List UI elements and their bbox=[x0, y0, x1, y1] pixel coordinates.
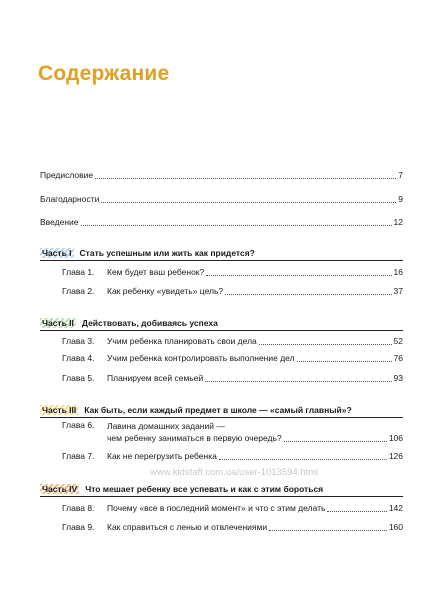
chapter-page: 93 bbox=[393, 373, 403, 383]
chapter-title: Учим ребенка планировать свои дела bbox=[107, 336, 257, 346]
chapter-page: 126 bbox=[388, 451, 403, 461]
part-label: Часть II bbox=[42, 318, 74, 328]
chapter-page: 76 bbox=[393, 353, 403, 363]
dot-leader bbox=[81, 225, 392, 226]
toc-chapter-3[interactable] bbox=[62, 333, 403, 347]
chapter-page: 142 bbox=[388, 503, 403, 513]
chapter-title: Учим ребенка контролировать выполнение дел bbox=[107, 353, 295, 363]
part-label: Часть III bbox=[42, 405, 77, 415]
part-label: Часть I bbox=[42, 248, 72, 258]
dot-leader bbox=[225, 294, 391, 295]
toc-entry-introduction[interactable] bbox=[40, 214, 403, 228]
part-title: Действовать, добиваясь успеха bbox=[81, 318, 218, 328]
chapter-page: 37 bbox=[393, 286, 403, 296]
dot-leader bbox=[205, 381, 391, 382]
dot-leader bbox=[259, 344, 392, 345]
watermark: www.kidstaff.com.ua/user-1013594.html bbox=[150, 467, 319, 478]
dot-leader bbox=[284, 441, 387, 442]
dot-leader bbox=[206, 275, 391, 276]
toc-entry-page: 12 bbox=[393, 217, 403, 227]
part-heading-4[interactable] bbox=[40, 480, 403, 497]
dot-leader bbox=[269, 530, 387, 531]
dot-leader bbox=[101, 202, 396, 203]
part-title: Стать успешным или жить как придется? bbox=[79, 248, 255, 258]
toc-entry-preface[interactable] bbox=[40, 167, 403, 181]
chapter-page: 106 bbox=[388, 433, 403, 443]
part-title: Что мешает ребенку все успевать и как с этим бороться bbox=[85, 484, 324, 494]
chapter-title-line1: Лавина домашних заданий — bbox=[107, 421, 225, 431]
chapter-title: Как справиться с ленью и отвлечениями bbox=[107, 522, 268, 532]
chapter-title: Как ребенку «увидеть» цель? bbox=[107, 286, 224, 296]
part-heading-1[interactable] bbox=[40, 244, 403, 261]
toc-chapter-9[interactable] bbox=[62, 519, 403, 533]
chapter-label: Глава 6. bbox=[62, 420, 95, 430]
chapter-label: Глава 5. bbox=[62, 373, 95, 383]
toc-chapter-5[interactable] bbox=[62, 370, 403, 384]
toc-chapter-6[interactable] bbox=[62, 418, 403, 444]
chapter-page: 52 bbox=[393, 336, 403, 346]
toc-chapter-8[interactable] bbox=[62, 500, 403, 514]
chapter-label: Глава 3. bbox=[62, 336, 95, 346]
chapter-label: Глава 8. bbox=[62, 503, 95, 513]
toc-entry-label: Введение bbox=[40, 217, 79, 227]
part-label: Часть IV bbox=[42, 484, 78, 494]
toc-entry-page: 7 bbox=[398, 170, 403, 180]
toc-chapter-1[interactable] bbox=[62, 264, 403, 278]
part-heading-3[interactable] bbox=[40, 401, 403, 418]
chapter-label: Глава 2. bbox=[62, 286, 95, 296]
toc-entry-acknowledgements[interactable] bbox=[40, 191, 403, 205]
chapter-title-line2: чем ребенку заниматься в первую очередь? bbox=[107, 433, 282, 443]
chapter-label: Глава 7. bbox=[62, 451, 95, 461]
chapter-label: Глава 1. bbox=[62, 267, 95, 277]
chapter-title: Планируем всей семьей bbox=[107, 373, 204, 383]
dot-leader bbox=[95, 178, 396, 179]
toc-entry-label: Предисловие bbox=[40, 170, 94, 180]
chapter-page: 160 bbox=[388, 522, 403, 532]
chapter-label: Глава 9. bbox=[62, 522, 95, 532]
dot-leader bbox=[297, 361, 392, 362]
chapter-title: Как не перегрузить ребенка bbox=[107, 451, 217, 461]
chapter-title: Кем будет ваш ребенок? bbox=[107, 267, 205, 277]
chapter-page: 16 bbox=[393, 267, 403, 277]
dot-leader bbox=[327, 511, 386, 512]
chapter-title: Почему «все в последний момент» и что с этим делать bbox=[107, 503, 326, 513]
toc-chapter-4[interactable] bbox=[62, 350, 403, 364]
part-title: Как быть, если каждый предмет в школе — «самый главный»? bbox=[84, 405, 352, 415]
chapter-label: Глава 4. bbox=[62, 353, 95, 363]
toc-entry-label: Благодарности bbox=[40, 194, 100, 204]
toc-entry-page: 9 bbox=[398, 194, 403, 204]
part-heading-2[interactable] bbox=[40, 314, 403, 331]
toc-chapter-2[interactable] bbox=[62, 283, 403, 297]
chapter-title bbox=[107, 420, 282, 444]
page-title: Содержание bbox=[38, 62, 170, 85]
dot-leader bbox=[219, 459, 387, 460]
toc-chapter-7[interactable] bbox=[62, 448, 403, 462]
